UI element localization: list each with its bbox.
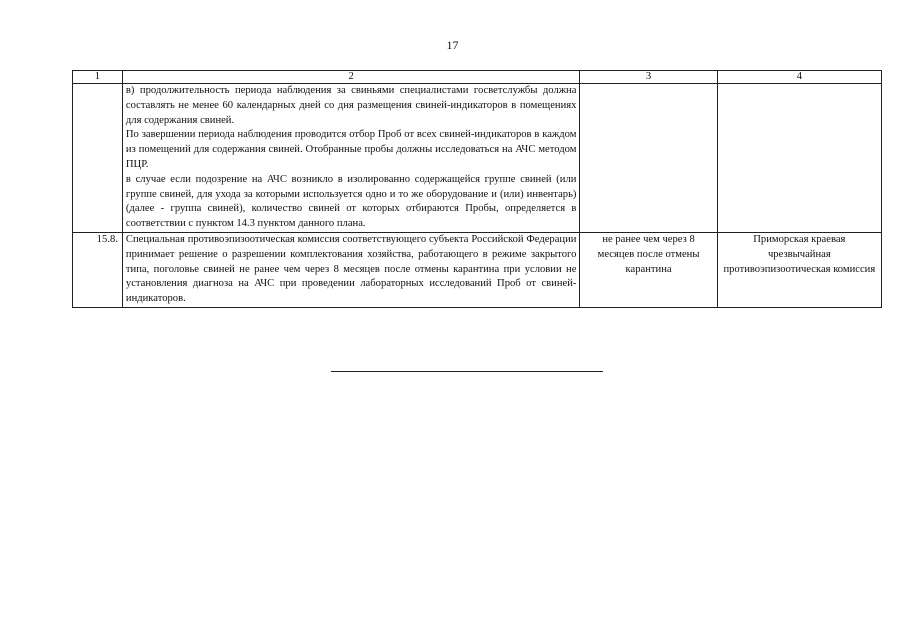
measure-paragraph: По завершении периода наблюдения проводится отбор Проб от всех свиней-индикаторов в каждом из помещений для содержания свиней. Отобранные пробы должны исследоваться на АЧС методом ПЦР. — [125, 129, 577, 170]
table-row — [73, 84, 882, 233]
column-header-2: 2 — [122, 71, 580, 84]
measure-text-cell — [122, 232, 580, 307]
responsible-cell — [717, 84, 881, 233]
column-header-3: 3 — [580, 71, 717, 84]
row-number: 15.8. — [73, 232, 123, 307]
page-number: 17 — [446, 38, 459, 52]
responsible-cell: Приморская краевая чрезвычайная противоэпизоотическая комиссия — [717, 232, 881, 307]
measure-paragraph: в) продолжительность периода наблюдения за свиньями специалистами госветслужбы должна составлять не менее 60 календарных дней со дня размещения свиней-индикаторов в помещениях для содержания свиней. — [125, 85, 577, 126]
row-number — [73, 84, 123, 233]
term-cell — [580, 84, 717, 233]
term-cell: не ранее чем через 8 месяцев после отмены карантина — [580, 232, 717, 307]
table-row — [73, 232, 882, 307]
measure-paragraph: в случае если подозрение на АЧС возникло в изолированно содержащейся группе свиней (или группе свиней, для ухода за которыми используется одно и то же оборудование и (или) инвентарь) (далее - группа свиней), количество свиней от которых отбираются Пробы, определяется в соответствии с пунктом 14.3 пунктом данного плана. — [125, 173, 577, 230]
table-header-row — [73, 71, 882, 84]
column-header-4: 4 — [717, 71, 881, 84]
measure-paragraph: Специальная противоэпизоотическая комиссия соответствующего субъекта Российской Федерации принимает решение о разрешении комплектования хозяйства, работающего в режиме закрытого типа, поголовье свиней не ранее чем через 8 месяцев после отмены карантина при условии не установления диагноза на АЧС при проведении лабораторных исследований Проб от свиней-индикаторов. — [125, 233, 577, 305]
measures-table — [72, 70, 882, 308]
column-header-1: 1 — [73, 71, 123, 84]
measure-text-cell — [122, 84, 580, 233]
end-of-document-divider — [331, 371, 603, 372]
